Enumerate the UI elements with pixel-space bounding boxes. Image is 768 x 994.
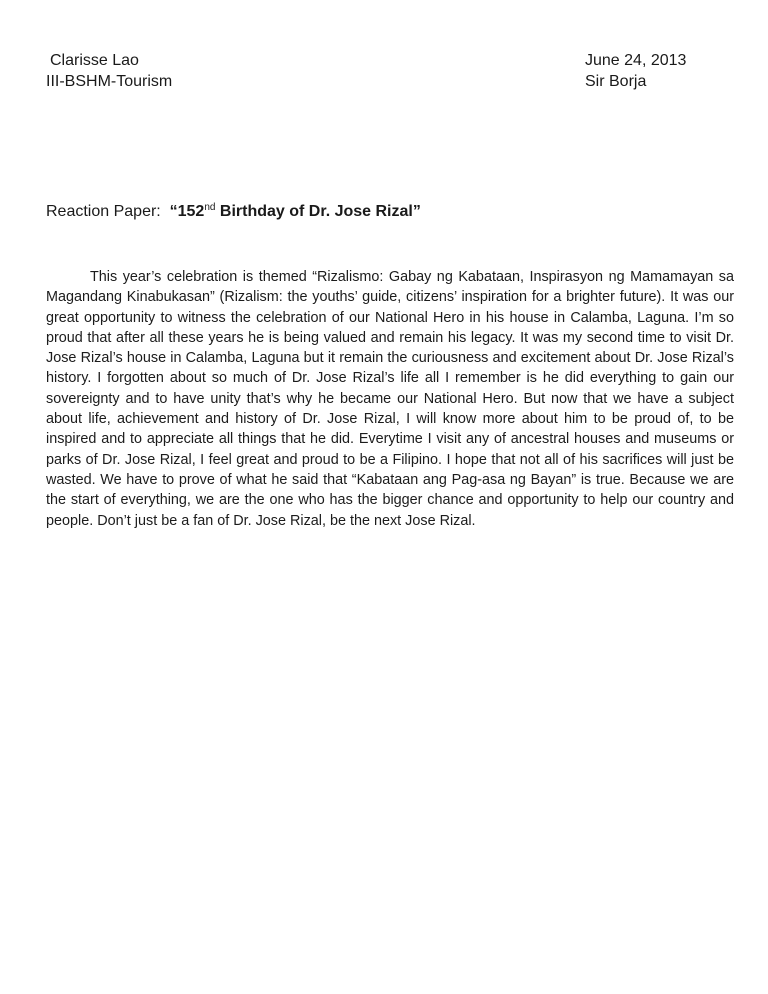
student-name: Clarisse Lao [50, 52, 139, 69]
document-date: June 24, 2013 [585, 52, 687, 69]
header-left-block [46, 50, 172, 92]
title-ordinal-suffix: nd [204, 202, 216, 213]
title-rest: Birthday of Dr. Jose Rizal” [215, 203, 421, 220]
instructor-name: Sir Borja [585, 73, 647, 90]
header-right-block [585, 50, 686, 92]
body-paragraph: This year’s celebration is themed “Rizalismo: Gabay ng Kabataan, Inspirasyon ng Mamamayan sa Magandang Kinabukasan” (Rizalism: the youths’ guide, citizens’ inspiration for a brighter future). It was our great opportunity to witness the celebration of our National Hero in his house in Calamba, Laguna. I’m so proud that after all these years he is being valued and remain his legacy. It was my second time to visit Dr. Jose Rizal’s house in Calamba, Laguna but it remain the curiousness and excitement about Dr. Jose Rizal’s history. I forgotten about so much of Dr. Jose Rizal’s life all I remember is he did everything to gain our sovereignty and to have unity that’s why he became our National Hero. But now that we have a subject about life, achievement and history of Dr. Jose Rizal, I will know more about him to be proud of, to be inspired and to appreciate all things that he did. Everytime I visit any of ancestral houses and museums or parks of Dr. Jose Rizal, I feel great and proud to be a Filipino. I hope that not all of his sacrifices will just be wasted. We have to prove of what he said that “Kabataan ang Pag-asa ng Bayan” is true. Because we are the start of everything, we are the one who has the bigger chance and opportunity to help our country and people. Don’t just be a fan of Dr. Jose Rizal, be the next Jose Rizal. [46, 269, 734, 529]
title-subject [170, 203, 421, 220]
course-name: III-BSHM-Tourism [46, 73, 173, 90]
title-number: “152 [169, 203, 205, 220]
title-prefix: Reaction Paper: [46, 203, 161, 220]
paper-title [46, 196, 421, 224]
